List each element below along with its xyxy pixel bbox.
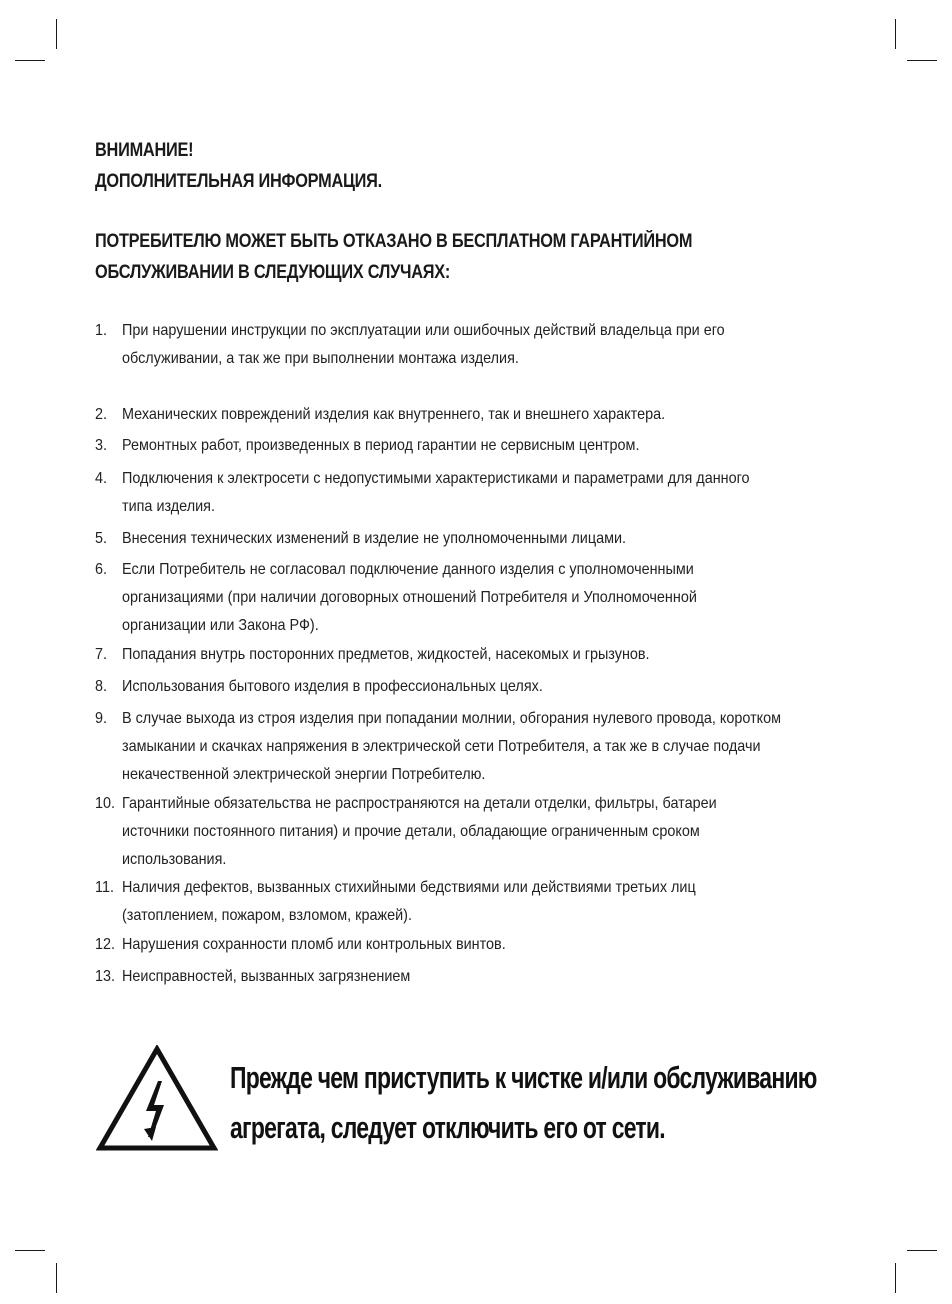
- list-item: [95, 673, 855, 701]
- warning-line-2: агрегата, следует отключить его от сети.: [230, 1110, 665, 1145]
- item-text: Гарантийные обязательства не распространяются на детали отделки, фильтры, батареи источники постоянного питания) и прочие детали, обладающие ограниченным сроком использования.: [122, 795, 717, 868]
- item-text: Нарушения сохранности пломб или контрольных винтов.: [122, 936, 506, 953]
- list-item: [95, 432, 855, 460]
- list-item: [95, 641, 855, 669]
- item-number: 3.: [95, 437, 108, 454]
- item-number: 10.: [95, 795, 116, 812]
- item-number: 7.: [95, 646, 108, 663]
- warning-text: [230, 1053, 817, 1153]
- item-text: Наличия дефектов, вызванных стихийными бедствиями или действиями третьих лиц (затоплением, пожаром, взломом, кражей).: [122, 879, 696, 924]
- list-item: [95, 790, 855, 874]
- crop-mark: [56, 1263, 57, 1293]
- additional-info-heading: ДОПОЛНИТЕЛЬНАЯ ИНФОРМАЦИЯ.: [95, 171, 382, 192]
- electrical-warning: [96, 1045, 846, 1165]
- list-item: [95, 963, 855, 991]
- list-item: [95, 525, 855, 553]
- item-number: 4.: [95, 470, 108, 487]
- list-item: [95, 317, 855, 373]
- crop-mark: [15, 1250, 45, 1251]
- item-number: 6.: [95, 561, 108, 578]
- item-number: 1.: [95, 322, 108, 339]
- warranty-refusal-heading-cont: ОБСЛУЖИВАНИИ В СЛЕДУЮЩИХ СЛУЧАЯХ:: [95, 262, 451, 283]
- list-item: [95, 401, 855, 429]
- crop-mark: [907, 1250, 937, 1251]
- item-number: 12.: [95, 936, 116, 953]
- item-text: Если Потребитель не согласовал подключение данного изделия с уполномоченными организациями (при наличии договорных отношений Потребителя и Уполномоченной организации или Закона РФ).: [122, 561, 697, 634]
- item-text: Попадания внутрь посторонних предметов, жидкостей, насекомых и грызунов.: [122, 646, 650, 663]
- warranty-refusal-heading: ПОТРЕБИТЕЛЮ МОЖЕТ БЫТЬ ОТКАЗАНО В БЕСПЛАТНОМ ГАРАНТИЙНОМ: [95, 231, 693, 252]
- list-item: [95, 705, 855, 789]
- crop-mark: [895, 1263, 896, 1293]
- item-text: В случае выхода из строя изделия при попадании молнии, обгорания нулевого провода, коротком замыкании и скачках напряжения в электрической сети Потребителя, а так же в случае подачи некачественной электрической энергии Потребителю.: [122, 710, 782, 783]
- item-text: Использования бытового изделия в профессиональных целях.: [122, 678, 543, 695]
- list-item: [95, 931, 855, 959]
- item-text: Подключения к электросети с недопустимыми характеристиками и параметрами для данного типа изделия.: [122, 470, 750, 515]
- item-number: 9.: [95, 710, 108, 727]
- item-number: 2.: [95, 406, 108, 423]
- item-number: 11.: [95, 879, 114, 896]
- crop-mark: [907, 60, 937, 61]
- high-voltage-warning-icon: [96, 1045, 218, 1153]
- item-text: При нарушении инструкции по эксплуатации или ошибочных действий владельца при его обслуживании, а так же при выполнении монтажа изделия.: [122, 322, 725, 367]
- item-text: Неисправностей, вызванных загрязнением: [122, 968, 411, 985]
- item-number: 8.: [95, 678, 108, 695]
- warning-line-1: Прежде чем приступить к чистке и/или обслуживанию: [230, 1060, 817, 1095]
- item-text: Ремонтных работ, произведенных в период гарантии не сервисным центром.: [122, 437, 640, 454]
- attention-heading: ВНИМАНИЕ!: [95, 140, 194, 161]
- item-text: Внесения технических изменений в изделие не уполномоченными лицами.: [122, 530, 627, 547]
- list-item: [95, 465, 855, 521]
- item-number: 13.: [95, 968, 116, 985]
- item-text: Механических повреждений изделия как внутреннего, так и внешнего характера.: [122, 406, 666, 423]
- item-number: 5.: [95, 530, 108, 547]
- list-item: [95, 874, 855, 930]
- list-item: [95, 556, 855, 640]
- crop-mark: [56, 19, 57, 49]
- crop-mark: [15, 60, 45, 61]
- crop-mark: [895, 19, 896, 49]
